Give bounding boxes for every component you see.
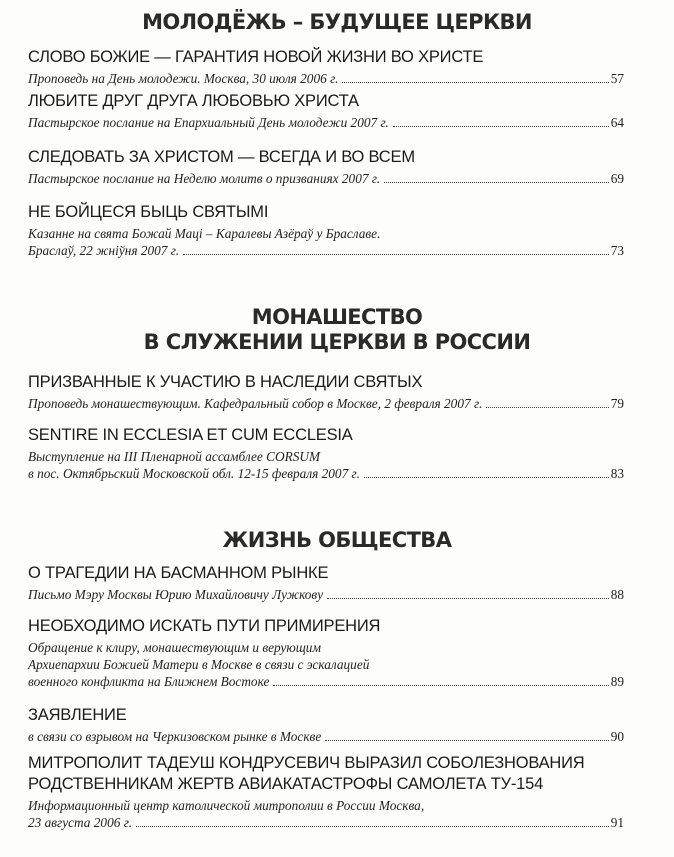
entry-subtitle: Проповедь на День молодежи. Москва, 30 июля 2006 г. bbox=[28, 71, 339, 86]
entry-title: ЗАЯВЛЕНИЕ bbox=[28, 706, 127, 724]
page-number: 90 bbox=[610, 729, 624, 744]
dot-leader bbox=[273, 685, 608, 686]
entry-subtitle: Казанне на свята Божай Маці – Каралевы Азёраў у Браславе. bbox=[28, 226, 381, 241]
entry-subtitle-leader-row bbox=[28, 242, 624, 259]
entry-subtitle: Выступление на III Пленарной ассамблее CORSUM bbox=[28, 449, 321, 464]
toc-entry[interactable] bbox=[28, 755, 624, 831]
section-heading-line: МОНАШЕСТВО bbox=[251, 305, 423, 329]
page-number: 83 bbox=[610, 466, 624, 481]
entry-subtitle: Обращение к клиру, монашествующим и верующим bbox=[28, 640, 321, 655]
entry-subtitle: Письмо Мэру Москвы Юрию Михайловичу Лужкову bbox=[28, 587, 324, 602]
section-heading bbox=[0, 10, 674, 35]
toc-entry[interactable] bbox=[28, 427, 624, 482]
section-heading-line: В СЛУЖЕНИИ ЦЕРКВИ В РОССИИ bbox=[143, 330, 531, 354]
page-number: 91 bbox=[610, 815, 624, 830]
toc-entry[interactable] bbox=[28, 374, 624, 412]
section-heading-line: ЖИЗНЬ ОБЩЕСТВА bbox=[222, 528, 452, 552]
entry-subtitle-leader-row bbox=[28, 673, 624, 690]
entry-subtitle-leader-row bbox=[28, 114, 624, 131]
entry-subtitle: 23 августа 2006 г. bbox=[28, 815, 133, 830]
page-number: 79 bbox=[610, 396, 624, 411]
page-number: 88 bbox=[610, 587, 624, 602]
entry-title: МИТРОПОЛИТ ТАДЕУШ КОНДРУСЕВИЧ ВЫРАЗИЛ СОБОЛЕЗНОВАНИЯ bbox=[28, 754, 585, 772]
dot-leader bbox=[384, 182, 609, 183]
entry-title: НЕ БОЙЦЕСЯ БЫЦЬ СВЯТЫМІ bbox=[28, 203, 269, 221]
section-heading-line: МОЛОДЁЖЬ – БУДУЩЕЕ ЦЕРКВИ bbox=[142, 10, 532, 34]
dot-leader bbox=[327, 598, 609, 599]
entry-subtitle: Проповедь монашествующим. Кафедральный собор в Москве, 2 февраля 2007 г. bbox=[28, 396, 483, 411]
entry-subtitle: Архиепархии Божией Матери в Москве в связи с эскалацией bbox=[28, 657, 370, 672]
entry-subtitle: военного конфликта на Ближнем Востоке bbox=[28, 674, 270, 689]
entry-subtitle-leader-row bbox=[28, 395, 624, 412]
entry-subtitle: Пастырское послание на Епархиальный День молодежи 2007 г. bbox=[28, 115, 389, 130]
dot-leader bbox=[325, 740, 608, 741]
entry-subtitle: Информационный центр католической митрополии в России Москва, bbox=[28, 798, 425, 813]
dot-leader bbox=[136, 826, 609, 827]
entry-title: ЛЮБИТЕ ДРУГ ДРУГА ЛЮБОВЬЮ ХРИСТА bbox=[28, 92, 359, 110]
section-heading bbox=[0, 528, 674, 553]
entry-title: НЕОБХОДИМО ИСКАТЬ ПУТИ ПРИМИРЕНИЯ bbox=[28, 617, 381, 635]
entry-subtitle-leader-row bbox=[28, 586, 624, 603]
section-heading bbox=[0, 305, 674, 355]
entry-subtitle: в связи со взрывом на Черкизовском рынке в Москве bbox=[28, 729, 322, 744]
entry-title: СЛЕДОВАТЬ ЗА ХРИСТОМ — ВСЕГДА И ВО ВСЕМ bbox=[28, 148, 415, 166]
entry-subtitle-leader-row bbox=[28, 465, 624, 482]
toc-entry[interactable] bbox=[28, 707, 624, 745]
entry-subtitle-leader-row bbox=[28, 814, 624, 831]
page-number: 64 bbox=[610, 115, 624, 130]
toc-entry[interactable] bbox=[28, 565, 624, 603]
toc-entry[interactable] bbox=[28, 93, 624, 131]
entry-subtitle-leader-row bbox=[28, 70, 624, 87]
page-number: 57 bbox=[610, 71, 624, 86]
entry-title: ПРИЗВАННЫЕ К УЧАСТИЮ В НАСЛЕДИИ СВЯТЫХ bbox=[28, 373, 423, 391]
dot-leader bbox=[183, 254, 609, 255]
page-number: 89 bbox=[610, 674, 624, 689]
page-number: 69 bbox=[610, 171, 624, 186]
entry-subtitle-leader-row bbox=[28, 728, 624, 745]
entry-title: РОДСТВЕННИКАМ ЖЕРТВ АВИАКАТАСТРОФЫ САМОЛЕТА ТУ-154 bbox=[28, 775, 544, 793]
entry-subtitle: Пастырское послание на Неделю молитв о призваниях 2007 г. bbox=[28, 171, 381, 186]
entry-subtitle: в пос. Октябрьский Московской обл. 12-15 февраля 2007 г. bbox=[28, 466, 360, 481]
toc-entry[interactable] bbox=[28, 149, 624, 187]
entry-title: SENTIRE IN ECCLESIA ET CUM ECCLESIA bbox=[28, 426, 353, 444]
page-number: 73 bbox=[610, 243, 624, 258]
entry-subtitle: Браслаў, 22 жніўня 2007 г. bbox=[28, 243, 180, 258]
toc-entry[interactable] bbox=[28, 618, 624, 690]
entry-title: О ТРАГЕДИИ НА БАСМАННОМ РЫНКЕ bbox=[28, 564, 329, 582]
dot-leader bbox=[486, 407, 608, 408]
dot-leader bbox=[393, 126, 609, 127]
toc-entry[interactable] bbox=[28, 204, 624, 259]
entry-subtitle-leader-row bbox=[28, 170, 624, 187]
dot-leader bbox=[364, 477, 609, 478]
entry-title: СЛОВО БОЖИЕ — ГАРАНТИЯ НОВОЙ ЖИЗНИ ВО ХРИСТЕ bbox=[28, 48, 484, 66]
toc-entry[interactable] bbox=[28, 49, 624, 87]
dot-leader bbox=[342, 82, 608, 83]
